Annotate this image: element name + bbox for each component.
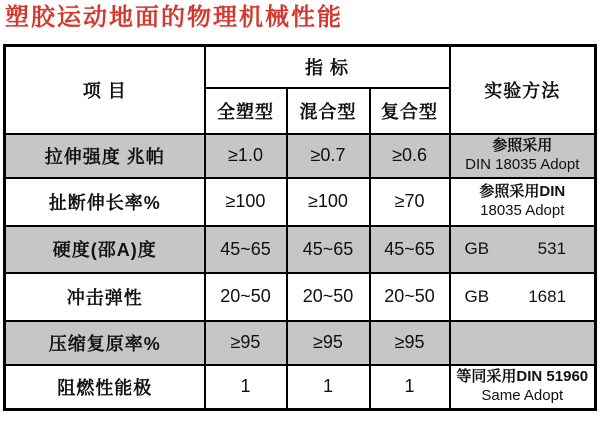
method-standard xyxy=(451,287,595,307)
header-type-mixed: 混合型 xyxy=(287,88,370,134)
row-value: 1 xyxy=(205,365,287,410)
table-row-tensile-strength xyxy=(5,134,596,178)
method-standard xyxy=(451,239,595,259)
row-method-cell xyxy=(450,134,596,178)
method-line: 参照采用DIN xyxy=(479,182,566,200)
standard-code: GB xyxy=(464,239,490,258)
row-value: ≥95 xyxy=(370,321,450,365)
header-row-1 xyxy=(5,46,596,88)
standard-number: 531 xyxy=(537,239,567,258)
table-row-compression-recovery xyxy=(5,321,596,365)
page-title: 塑胶运动地面的物理机械性能 xyxy=(5,4,343,31)
row-value: ≥100 xyxy=(205,178,287,226)
method-line: 等同采用DIN 51960 xyxy=(456,368,589,385)
row-item-label: 压缩复原率% xyxy=(5,321,205,365)
row-value: ≥95 xyxy=(205,321,287,365)
method-line: Same Adopt xyxy=(481,386,564,404)
row-value: 45~65 xyxy=(205,226,287,273)
row-value: 1 xyxy=(370,365,450,410)
header-indicator: 指 标 xyxy=(205,46,450,88)
header-method: 实验方法 xyxy=(450,46,596,134)
row-value: ≥1.0 xyxy=(205,134,287,178)
row-item-label: 阻燃性能极 xyxy=(5,365,205,410)
table-row-hardness xyxy=(5,226,596,273)
row-value: ≥70 xyxy=(370,178,450,226)
standard-code: GB xyxy=(464,286,490,306)
method-line: 18035 Adopt xyxy=(480,201,565,219)
method-line: 参照采用 xyxy=(492,136,553,154)
row-value: ≥0.7 xyxy=(287,134,370,178)
row-value: 1 xyxy=(287,365,370,410)
row-value: ≥100 xyxy=(287,178,370,226)
row-value: 45~65 xyxy=(370,226,450,273)
spec-table xyxy=(3,44,597,411)
row-method-cell xyxy=(450,273,596,321)
row-item-label: 拉伸强度 兆帕 xyxy=(5,134,205,178)
row-value: 20~50 xyxy=(370,273,450,321)
row-value: ≥95 xyxy=(287,321,370,365)
row-value: 20~50 xyxy=(205,273,287,321)
row-item-label: 硬度(邵A)度 xyxy=(5,226,205,273)
table-row-flame-retardancy xyxy=(5,365,596,410)
row-value: 20~50 xyxy=(287,273,370,321)
row-item-label: 扯断伸长率% xyxy=(5,178,205,226)
table-row-impact-resilience xyxy=(5,273,596,321)
header-item: 项 目 xyxy=(5,46,205,134)
method-line: DIN 18035 Adopt xyxy=(465,155,580,173)
row-method-cell xyxy=(450,178,596,226)
header-type-composite: 复合型 xyxy=(370,88,450,134)
table-row-elongation xyxy=(5,178,596,226)
row-value: ≥0.6 xyxy=(370,134,450,178)
row-method-cell xyxy=(450,226,596,273)
row-value: 45~65 xyxy=(287,226,370,273)
row-method-cell-empty xyxy=(450,321,596,365)
header-type-all-plastic: 全塑型 xyxy=(205,88,287,134)
row-item-label: 冲击弹性 xyxy=(5,273,205,321)
standard-number: 1681 xyxy=(528,286,567,306)
row-method-cell xyxy=(450,365,596,410)
